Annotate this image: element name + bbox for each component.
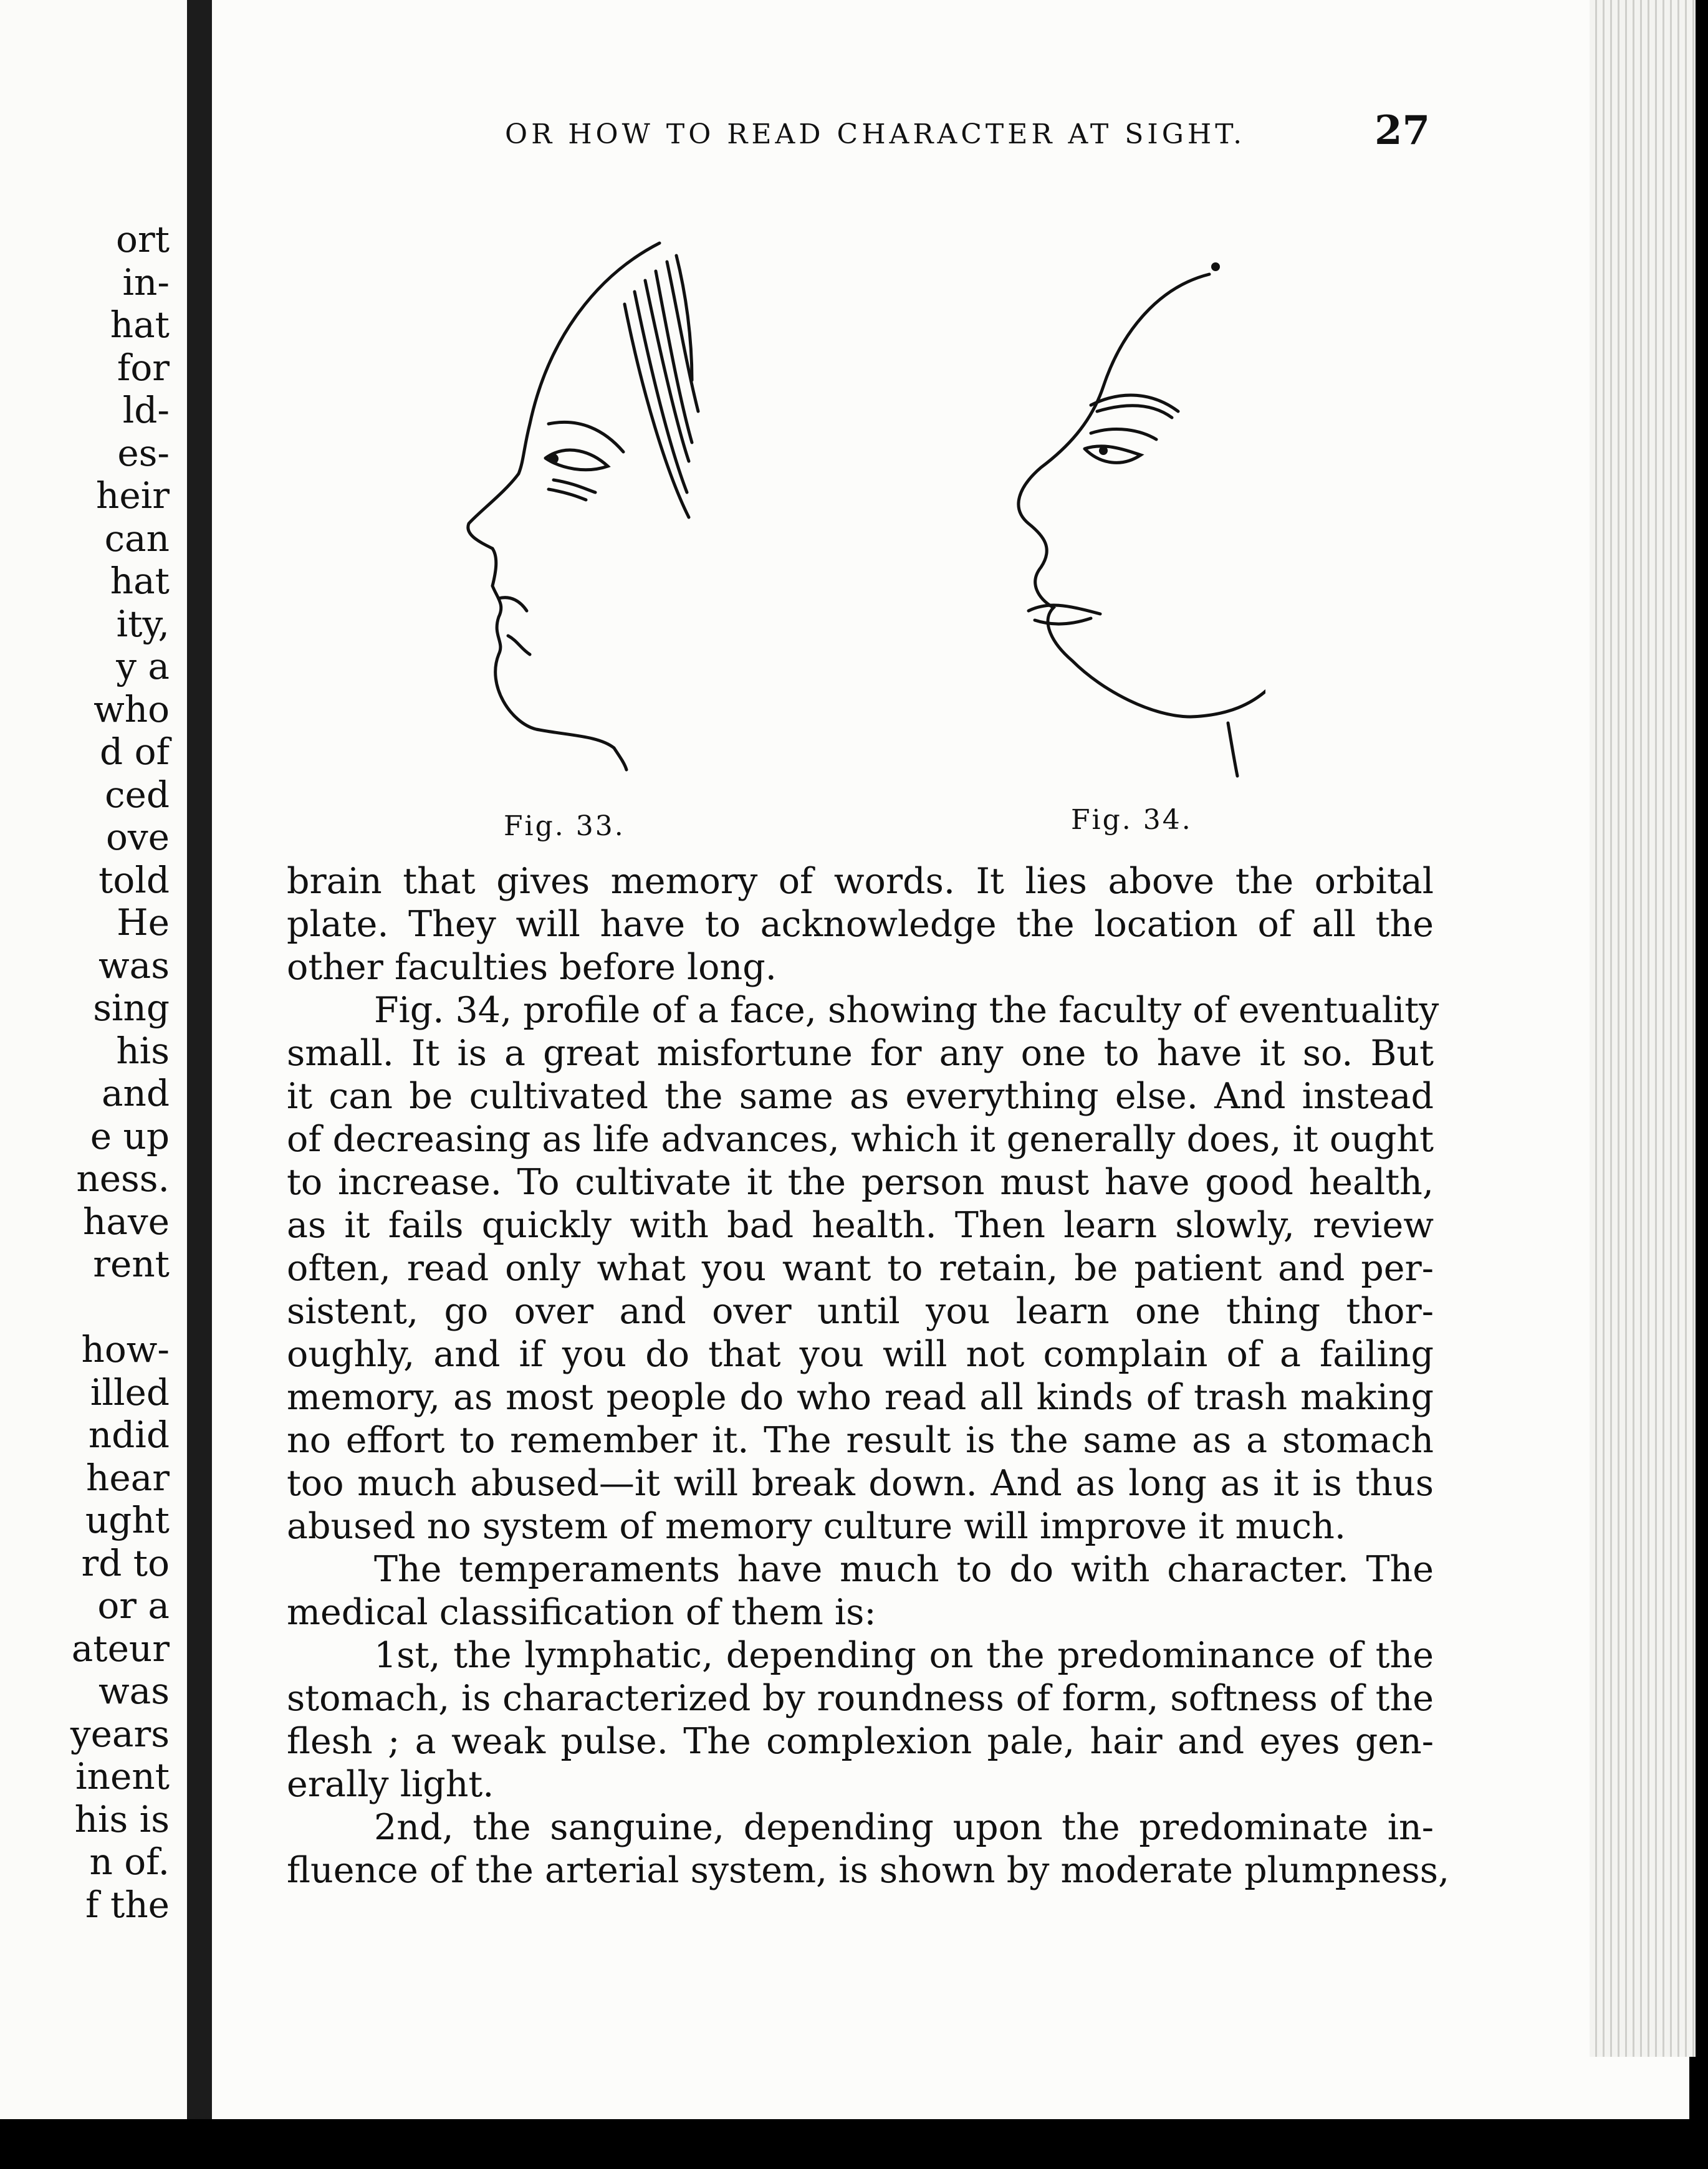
text-line: as it fails quickly with bad health. Then learn slowly, review <box>287 1205 1434 1246</box>
facing-page-line: y a <box>116 645 170 687</box>
page-edges <box>1590 0 1696 2057</box>
figure-34-profile-illustration <box>991 262 1265 779</box>
text-line: oughly, and if you do that you will not complain of a failing <box>287 1334 1434 1375</box>
facing-page-line: was <box>98 1670 170 1712</box>
facing-page-line: told <box>98 858 170 901</box>
text-line: plate. They will have to acknowledge the location of all the <box>287 904 1434 945</box>
figure-33-caption: Fig. 33. <box>504 810 625 842</box>
text-line: too much abused—it will break down. And as long as it is thus <box>287 1463 1434 1504</box>
facing-page-line: ove <box>105 816 170 858</box>
facing-page-line: rd to <box>81 1541 170 1584</box>
text-line: abused no system of memory culture will improve it much. <box>287 1506 1346 1547</box>
facing-page-line: and <box>101 1072 170 1114</box>
text-line: often, read only what you want to retain, be patient and per- <box>287 1248 1434 1289</box>
text-line: Fig. 34, profile of a face, showing the faculty of eventuality <box>374 990 1439 1031</box>
text-line: brain that gives memory of words. It lies above the orbital <box>287 861 1434 902</box>
body-text <box>287 860 1450 1892</box>
text-line: memory, as most people do who read all kinds of trash making <box>287 1377 1434 1418</box>
facing-page-line: how- <box>81 1328 170 1371</box>
facing-page-line: his is <box>74 1798 170 1841</box>
facing-page-line: years <box>70 1712 170 1755</box>
scan-border <box>0 2119 1708 2169</box>
text-line: 1st, the lymphatic, depending on the predominance of the <box>374 1635 1434 1676</box>
facing-page-line: ndid <box>88 1414 170 1456</box>
text-line: erally light. <box>287 1764 494 1805</box>
text-line: medical classification of them is: <box>287 1592 876 1633</box>
facing-page-line: sing <box>93 987 170 1029</box>
facing-page-line: heir <box>96 474 170 517</box>
text-line: of decreasing as life advances, which it generally does, it ought <box>287 1119 1434 1160</box>
text-line: other faculties before long. <box>287 947 777 988</box>
facing-page-line: hat <box>110 560 170 602</box>
running-head: OR HOW TO READ CHARACTER AT SIGHT. <box>505 118 1246 150</box>
facing-page-line: have <box>82 1200 170 1243</box>
facing-page-line: his <box>116 1029 170 1072</box>
text-line: to increase. To cultivate it the person must have good health, <box>287 1162 1434 1203</box>
book-gutter <box>187 0 212 2119</box>
facing-page-line: in- <box>122 261 170 304</box>
facing-page-line: ort <box>116 218 170 261</box>
text-line: stomach, is characterized by roundness of form, softness of the <box>287 1678 1434 1719</box>
facing-page-line: es- <box>117 431 170 474</box>
text-line: no effort to remember it. The result is the same as a stomach <box>287 1420 1434 1461</box>
facing-page-line: n of. <box>89 1841 170 1883</box>
facing-page-line: ced <box>105 773 170 816</box>
facing-page-line: for <box>117 346 170 389</box>
text-line: small. It is a great misfortune for any one to have it so. But <box>287 1033 1434 1074</box>
facing-page-line: d of <box>100 730 170 773</box>
facing-page-line: or a <box>97 1584 170 1627</box>
facing-page-line: ld- <box>122 389 170 431</box>
text-line: sistent, go over and over until you learn one thing thor- <box>287 1291 1434 1332</box>
page-number: 27 <box>1375 107 1431 154</box>
text-line: flesh ; a weak pulse. The complexion pale, hair and eyes gen- <box>287 1721 1434 1762</box>
facing-page-line: who <box>94 687 170 730</box>
figure-34-caption: Fig. 34. <box>1071 804 1192 836</box>
facing-page-line: can <box>104 517 170 560</box>
facing-page-line: hear <box>86 1456 170 1499</box>
facing-page-line: ateur <box>71 1627 170 1670</box>
facing-page-line: ught <box>85 1499 170 1541</box>
text-line: it can be cultivated the same as everything else. And instead <box>287 1076 1434 1117</box>
facing-page-line: e up <box>90 1114 170 1157</box>
facing-page-line: was <box>98 944 170 987</box>
text-line: fluence of the arterial system, is shown by moderate plumpness, <box>287 1850 1450 1891</box>
text-line: The temperaments have much to do with character. The <box>374 1549 1434 1590</box>
facing-page-line: illed <box>90 1371 170 1414</box>
figure-33-profile-illustration <box>461 237 711 773</box>
facing-page-line: ity, <box>116 602 170 645</box>
facing-page-line: ness. <box>76 1157 170 1200</box>
text-line: 2nd, the sanguine, depending upon the predominate in- <box>374 1807 1434 1848</box>
facing-page-line: f the <box>85 1883 170 1926</box>
facing-page <box>0 0 187 2119</box>
facing-page-line: inent <box>75 1755 170 1798</box>
facing-page-line: hat <box>110 304 170 346</box>
facing-page-line: He <box>117 901 170 944</box>
facing-page-line: rent <box>93 1243 170 1285</box>
